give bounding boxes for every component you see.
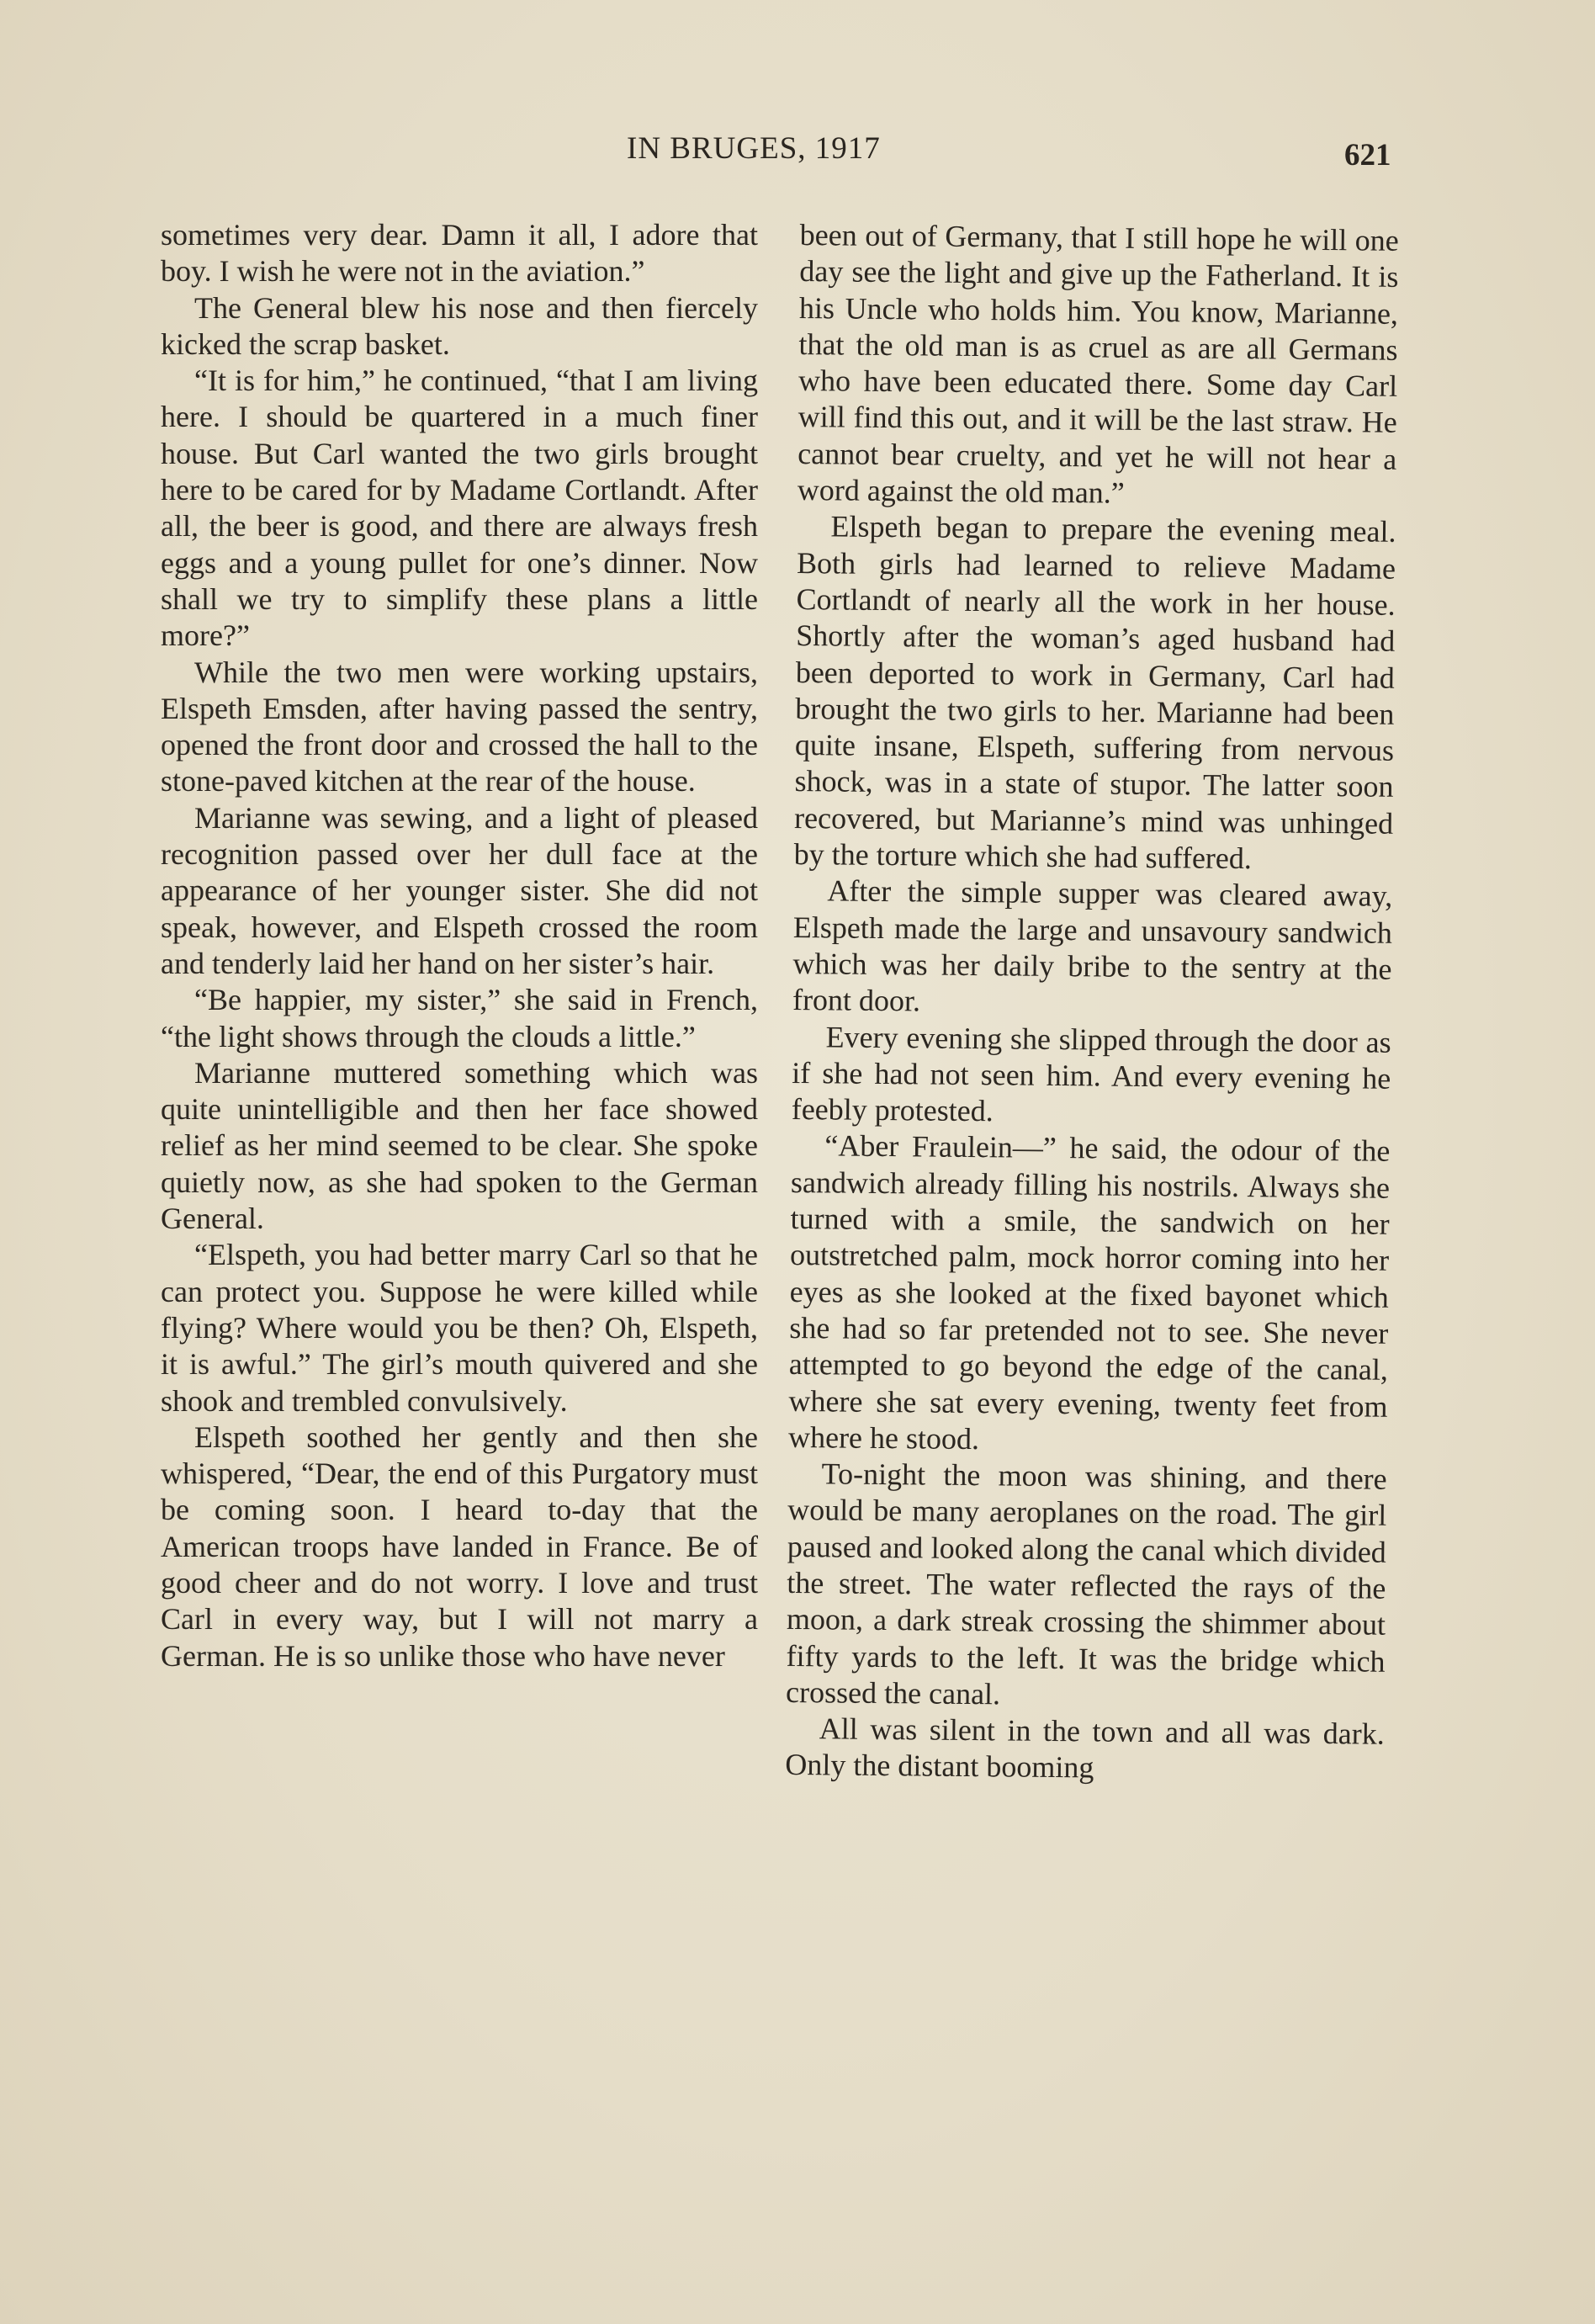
- right-column: [785, 217, 1399, 1790]
- paragraph: After the simple supper was cleared away, Elspeth made the large and unsavoury sandwich which was her daily bribe to the sentry at the front door.: [792, 873, 1393, 1018]
- page-number: 621: [1344, 138, 1391, 172]
- paragraph: Marianne muttered something which was quite unintelligible and then her face showed relief as her mind seemed to be clear. She spoke quietly now, as she had spoken to the German General.: [161, 1055, 758, 1236]
- running-head: IN BRUGES, 1917: [627, 131, 881, 166]
- paragraph: “It is for him,” he continued, “that I am living here. I should be quartered in a much finer house. But Carl wanted the two girls brought here to be cared for by Madame Cortlandt. After all, the beer is good, and there are always fresh eggs and a young pullet for one’s dinner. Now shall we try to simplify these plans a little more?”: [161, 363, 758, 653]
- paragraph: The General blew his nose and then fiercely kicked the scrap basket.: [161, 290, 758, 361]
- paragraph: Elspeth soothed her gently and then she whispered, “Dear, the end of this Purgatory must be coming soon. I heard to-day that the American troops have landed in France. Be of good cheer and do not worry. I love and trust Carl in every way, but I will not marry a German. He is so unlike those who have never: [161, 1419, 758, 1673]
- paragraph: Elspeth began to prepare the evening meal. Both girls had learned to relieve Madame Cortlandt of nearly all the work in her house. Shortly after the woman’s aged husband had been deported to work in Germany, Carl had brought the two girls to her. Marianne had been quite insane, Elspeth, suffering from nervous shock, was in a state of stupor. The latter soon recovered, but Marianne’s mind was unhinged by the torture which she had suffered.: [793, 509, 1396, 876]
- page-header: [0, 130, 1595, 181]
- left-column: [161, 217, 758, 1674]
- paragraph: Every evening she slipped through the door as if she had not seen him. And every evening he feebly protested.: [791, 1019, 1391, 1128]
- paragraph: been out of Germany, that I still hope he will one day see the light and give up the Fatherland. It is his Uncle who holds him. You know, Marianne, that the old man is as cruel as are all Germans who have been educated there. Some day Carl will find this out, and it will be the last straw. He cannot bear cruelty, and yet he will not hear a word against the old man.”: [797, 217, 1399, 510]
- paragraph: “Aber Fraulein—” he said, the odour of the sandwich already filling his nostrils. Always she turned with a smile, the sandwich on her outstretched palm, mock horror coming into her eyes as she looked at the fixed bayonet which she had so far pretended not to see. She never attempted to go beyond the edge of the canal, where she sat every evening, twenty feet from where he stood.: [787, 1128, 1391, 1456]
- paragraph: “Be happier, my sister,” she said in French, “the light shows through the clouds a little.”: [161, 983, 758, 1053]
- paragraph: “Elspeth, you had better marry Carl so that he can protect you. Suppose he were killed while flying? Where would you be then? Oh, Elspeth, it is awful.” The girl’s mouth quivered and she shook and trembled convulsively.: [161, 1238, 758, 1418]
- paragraph: Marianne was sewing, and a light of pleased recognition passed over her dull face at the appearance of her younger sister. She did not speak, however, and Elspeth crossed the room and tenderly laid her hand on her sister’s hair.: [161, 800, 758, 980]
- paragraph: All was silent in the town and all was dark. Only the distant booming: [785, 1711, 1385, 1785]
- paragraph: sometimes very dear. Damn it all, I adore that boy. I wish he were not in the aviation.”: [161, 218, 758, 289]
- paragraph: To-night the moon was shining, and there would be many aeroplanes on the road. The girl paused and looked along the canal which divided the street. The water reflected the rays of the moon, a dark streak crossing the shimmer about fifty yards to the left. It was the bridge which crossed the canal.: [785, 1456, 1387, 1711]
- paragraph: While the two men were working upstairs, Elspeth Emsden, after having passed the sentry, opened the front door and crossed the hall to the stone-paved kitchen at the rear of the house.: [161, 655, 758, 799]
